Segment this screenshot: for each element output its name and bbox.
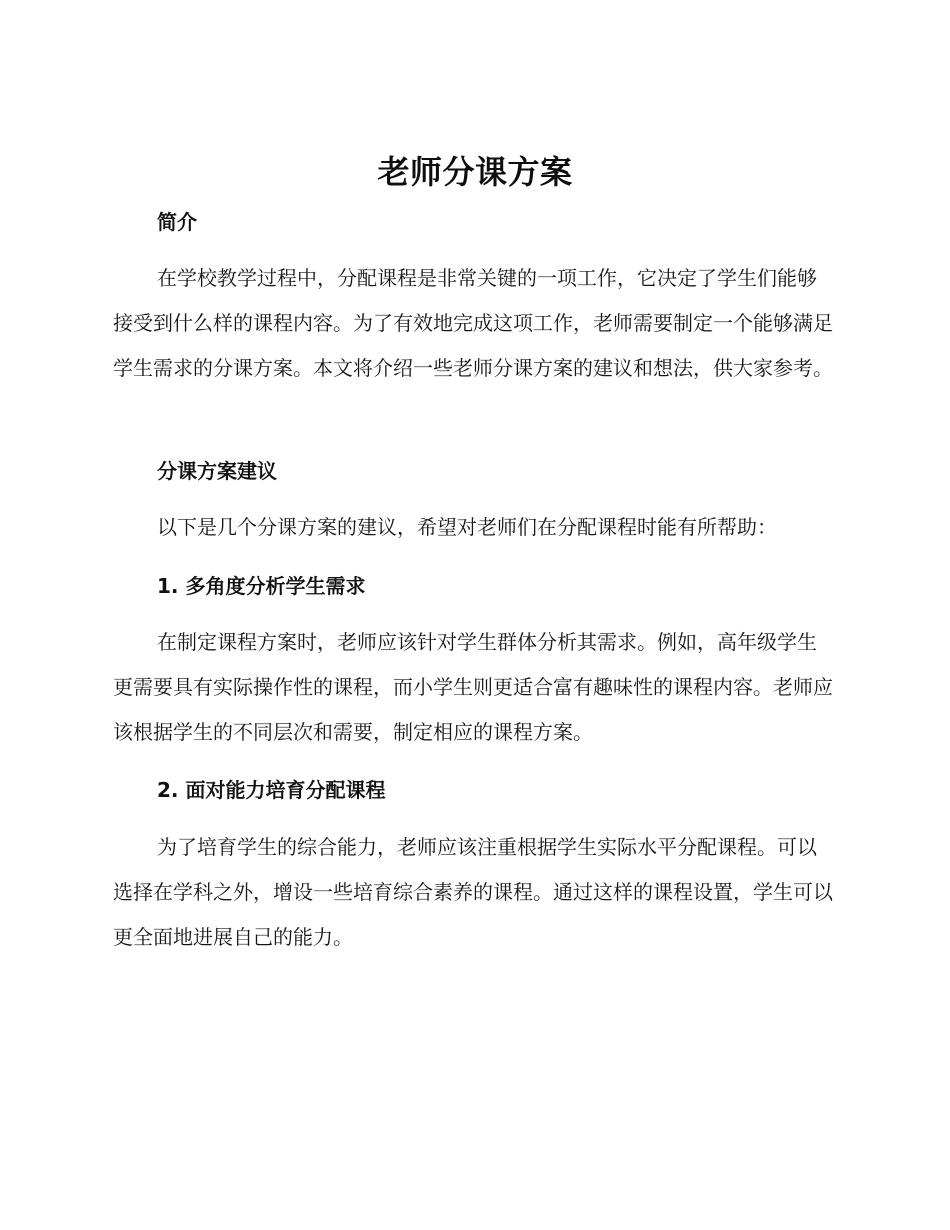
section-heading-ability: 2. 面对能力培育分配课程 [157, 778, 386, 802]
suggestions-paragraph: 以下是几个分课方案的建议，希望对老师们在分配课程时能有所帮助： [157, 515, 777, 539]
intro-paragraph: 在学校教学过程中，分配课程是非常关键的一项工作，它决定了学生们能够接受到什么样的课程内容。为了有效地完成这项工作，老师需要制定一个能够满足学生需求的分课方案。本文将介绍一些老师分课方案的建议和想法，供大家参考。 [113, 266, 833, 380]
page-title: 老师分课方案 [377, 153, 573, 191]
section-heading-suggestions: 分课方案建议 [157, 459, 277, 483]
ability-paragraph: 为了培育学生的综合能力，老师应该注重根据学生实际水平分配课程。可以选择在学科之外，增设一些培育综合素养的课程。通过这样的课程设置，学生可以更全面地进展自己的能力。 [113, 835, 833, 949]
section-heading-intro: 简介 [157, 210, 197, 234]
analysis-paragraph: 在制定课程方案时，老师应该针对学生群体分析其需求。例如，高年级学生更需要具有实际操作性的课程，而小学生则更适合富有趣味性的课程内容。老师应该根据学生的不同层次和需要，制定相应的课程方案。 [113, 630, 833, 744]
section-heading-analysis: 1. 多角度分析学生需求 [157, 574, 366, 598]
